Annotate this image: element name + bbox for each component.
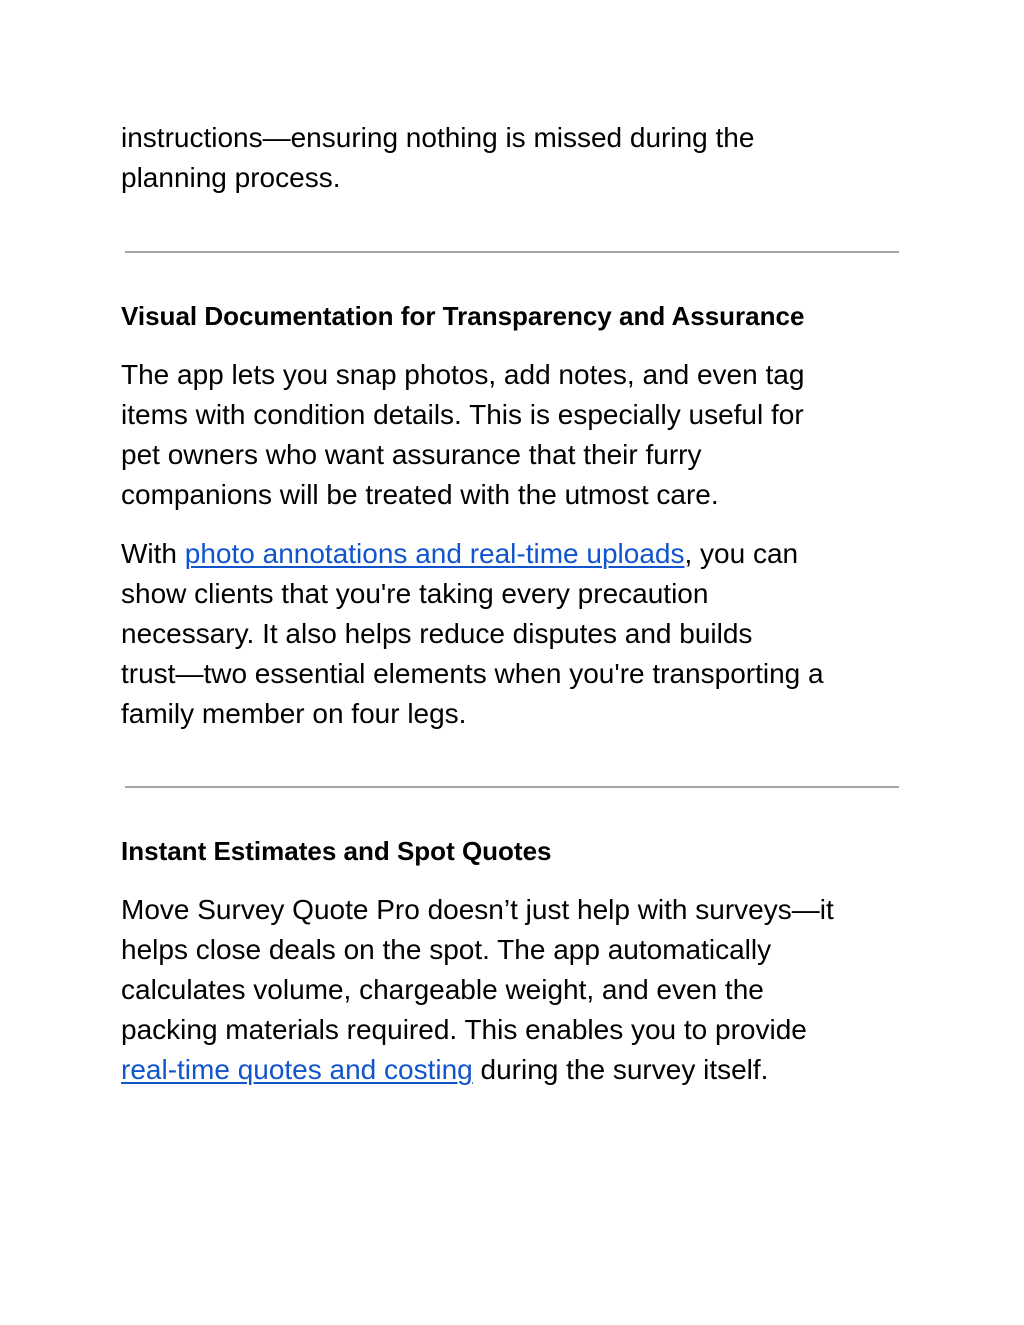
paragraph-line: show clients that you're taking every precaution [121,578,709,609]
section-heading-visual-documentation: Visual Documentation for Transparency and Assurance [121,301,805,331]
paragraph-line: items with condition details. This is especially useful for [121,399,804,430]
paragraph-line: helps close deals on the spot. The app automatically [121,934,772,965]
paragraph-line [121,534,824,574]
real-time-quotes-link[interactable]: real-time quotes and costing [121,1054,473,1085]
paragraph-line: companions will be treated with the utmost care. [121,479,719,510]
paragraph-text: during the survey itself. [472,1054,769,1085]
section2-paragraph [121,890,834,1090]
paragraph-line: trust—two essential elements when you're transporting a [121,658,824,689]
paragraph-line: family member on four legs. [121,698,467,729]
section-divider [125,786,899,788]
paragraph-text: With [121,538,185,569]
paragraph-line: The app lets you snap photos, add notes, and even tag [121,359,805,390]
paragraph-line: Move Survey Quote Pro doesn’t just help with surveys—it [121,894,834,925]
paragraph-line: necessary. It also helps reduce disputes and builds [121,618,753,649]
paragraph-line: packing materials required. This enables you to provide [121,1014,807,1045]
paragraph-text: , you can [684,538,799,569]
section1-paragraph-1 [121,355,804,515]
paragraph-line [121,1050,834,1090]
section-divider [125,251,899,253]
intro-line: planning process. [121,162,341,193]
section1-paragraph-2 [121,534,824,734]
intro-line: instructions—ensuring nothing is missed during the [121,122,755,153]
paragraph-line: calculates volume, chargeable weight, and even the [121,974,764,1005]
section-heading-instant-estimates: Instant Estimates and Spot Quotes [121,836,552,866]
paragraph-line: pet owners who want assurance that their furry [121,439,702,470]
photo-annotations-link[interactable]: photo annotations and real-time uploads [184,538,685,569]
intro-paragraph [121,118,754,198]
